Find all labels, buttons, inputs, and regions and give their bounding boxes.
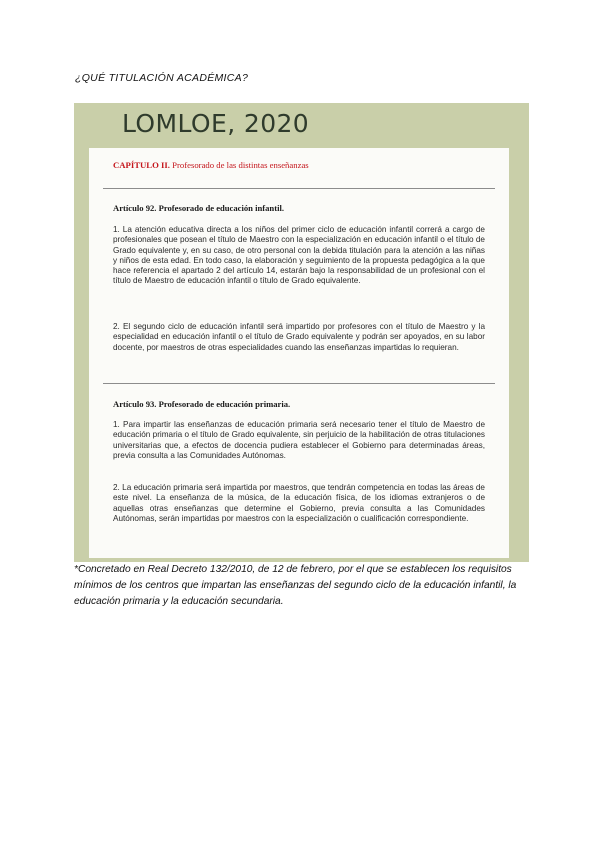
lomloe-figure-frame: [74, 103, 529, 562]
article-92-paragraph-1: 1. La atención educativa directa a los niños del primer ciclo de educación infantil correrá a cargo de profesionales que posean el título de Maestro con la especialización en educación infantil o el título de Grado equivalente y, en su caso, de otro personal con la debida titulación para la atención a las niñas y niños de esta edad. En todo caso, la elaboración y seguimiento de la propuesta pedagógica a la que hace referencia el apartado 2 del artículo 14, estarán bajo la responsabilidad de un profesional con el título de Maestro de educación infantil o título de Grado equivalente.: [113, 225, 485, 286]
article-92-title: Artículo 92. Profesorado de educación infantil.: [113, 203, 284, 213]
article-93-title: Artículo 93. Profesorado de educación primaria.: [113, 399, 291, 409]
section-question-heading: ¿QUÉ TITULACIÓN ACADÉMICA?: [75, 72, 249, 84]
article-93-paragraph-2: 2. La educación primaria será impartida por maestros, que tendrán competencia en todas las áreas de este nivel. La enseñanza de la música, de la educación física, de los idiomas extranjeros o de aquellas otras enseñanzas que determine el Gobierno, previa consulta a las Comunidades Autónomas, serán impartidas por maestros con la especialización o cualificación correspondiente.: [113, 483, 485, 523]
chapter-heading: [113, 160, 309, 170]
law-excerpt-page: [89, 148, 509, 558]
divider-rule: [103, 383, 495, 384]
figure-heading: LOMLOE, 2020: [122, 109, 310, 138]
article-93-paragraph-1: 1. Para impartir las enseñanzas de educación primaria será necesario tener el título de Maestro de educación primaria o el título de Grado equivalente, sin perjuicio de la habilitación de otras titulaciones universitarias que, a efectos de docencia pudiera establecer el Gobierno para determinadas áreas, previa consulta a las Comunidades Autónomas.: [113, 420, 485, 460]
chapter-label: CAPÍTULO II.: [113, 160, 170, 170]
chapter-title: Profesorado de las distintas enseñanzas: [172, 160, 309, 170]
article-92-paragraph-2: 2. El segundo ciclo de educación infantil será impartido por profesores con el título de Maestro y la especialidad en educación infantil o el título de Grado equivalente y podrán ser apoyados, en su labor docente, por maestros de otras especialidades cuando las enseñanzas impartidas lo requieran.: [113, 322, 485, 352]
footnote-text: *Concretado en Real Decreto 132/2010, de 12 de febrero, por el que se establecen los requisitos mínimos de los centros que impartan las enseñanzas del segundo ciclo de la educación infantil, la educación primaria y la educación secundaria.: [74, 564, 517, 607]
divider-rule: [103, 188, 495, 189]
